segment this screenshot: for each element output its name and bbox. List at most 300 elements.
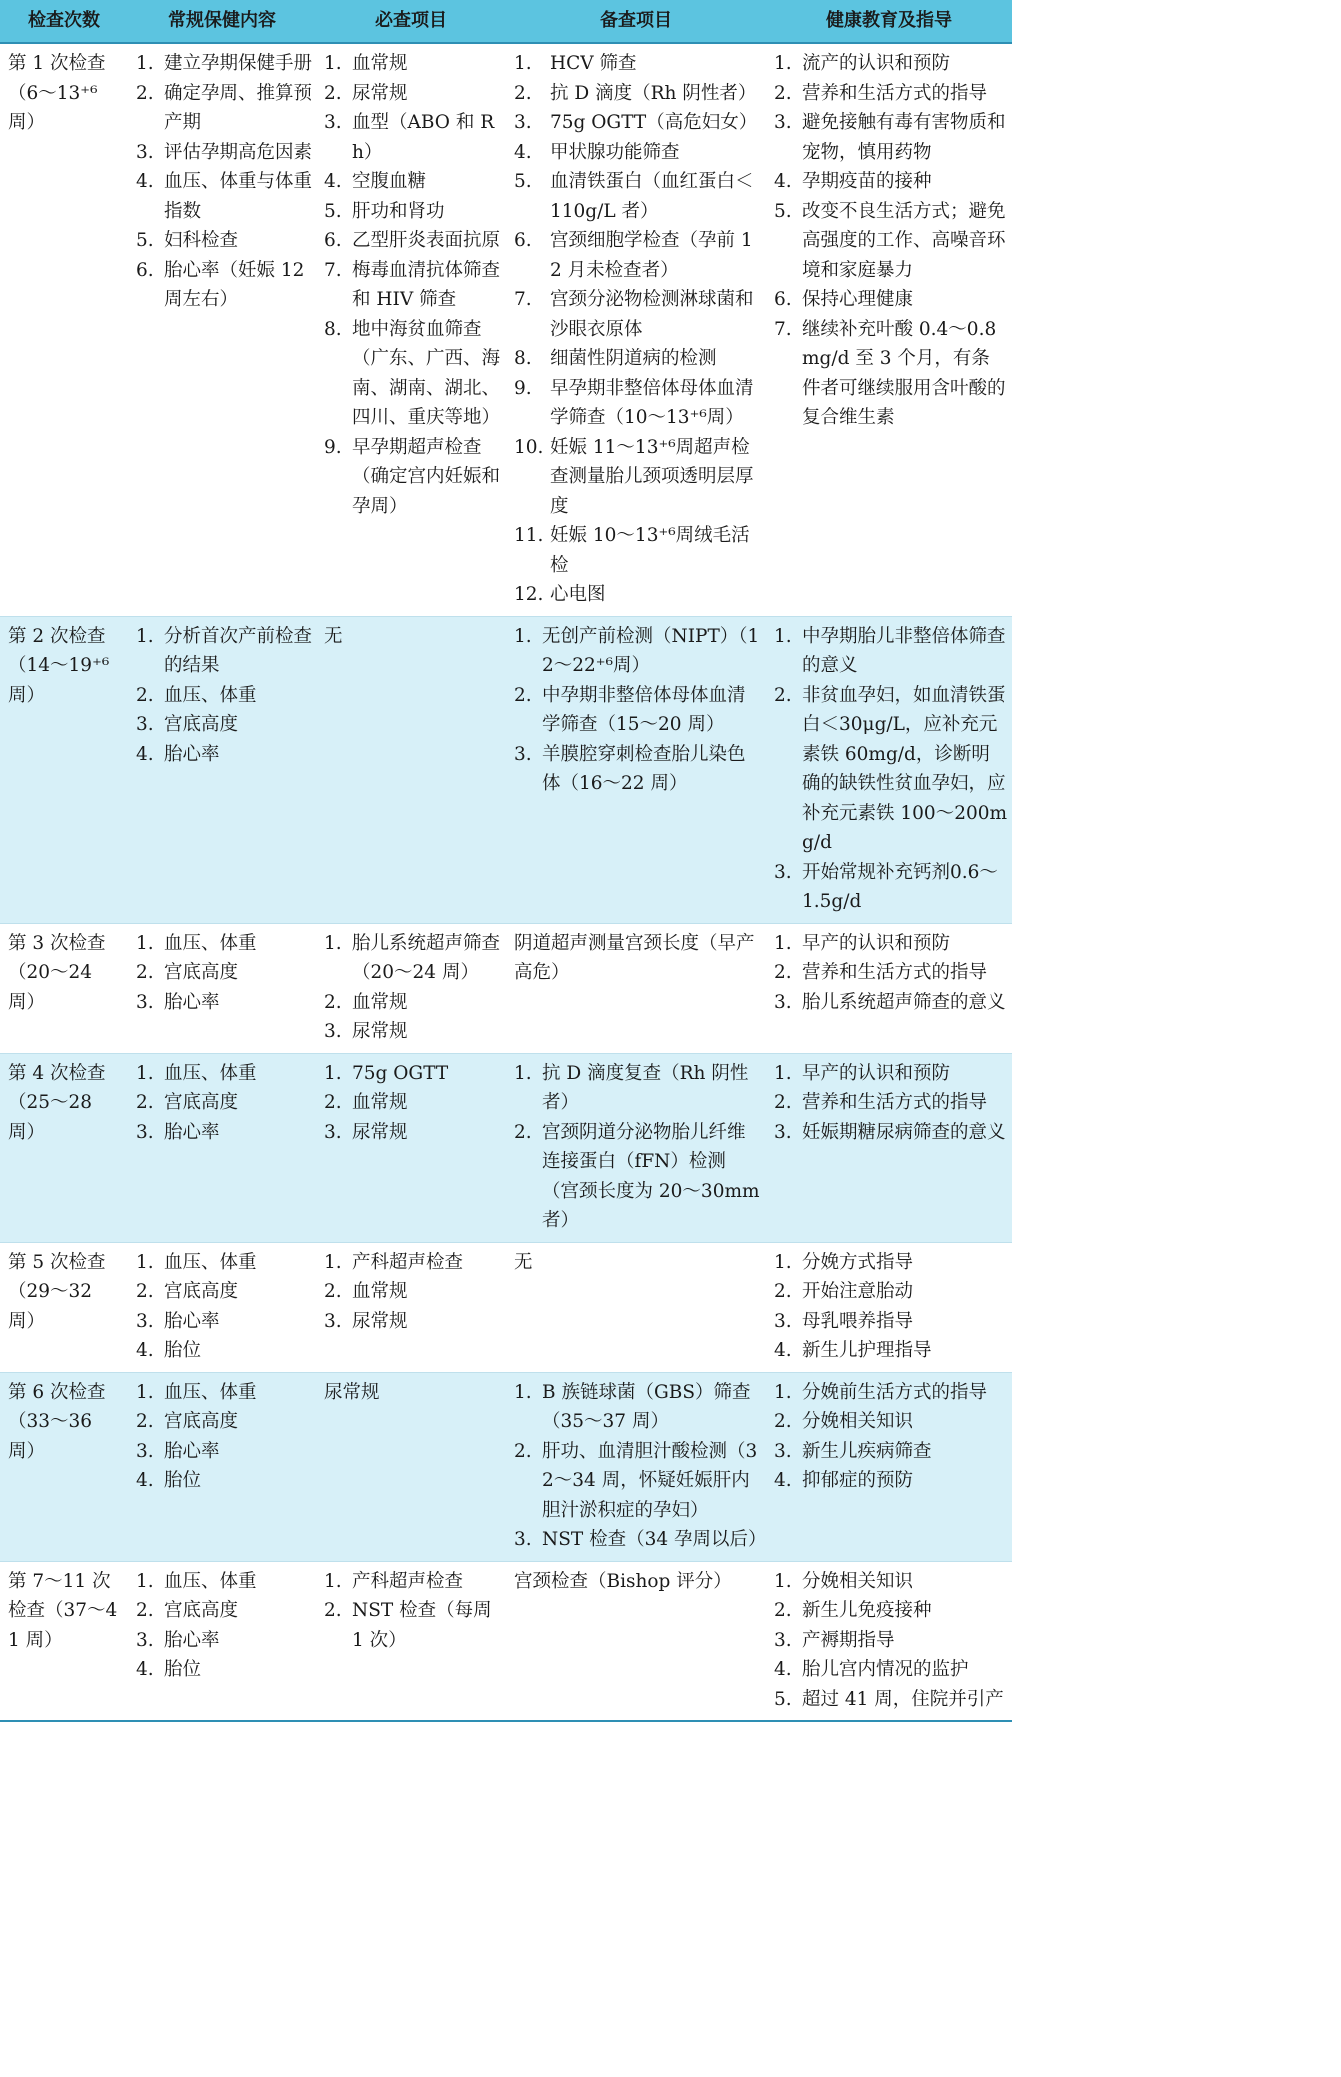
required-text: 尿常规 [324,1381,380,1403]
item-number: 2. [324,1281,342,1302]
item-number: 3. [136,1310,154,1332]
item-number: 5. [514,171,532,192]
required-cell [316,616,506,923]
list-item [774,1307,1008,1337]
table-row [0,923,1012,1053]
item-text: 产褥期指导 [802,1629,895,1651]
item-text: 空腹血糖 [352,171,427,192]
list-item [136,1088,312,1118]
item-text: 胎心率 [164,991,220,1013]
item-text: 心电图 [550,584,606,605]
item-number: 1. [136,625,154,647]
item-text: 宫底高度 [164,1600,239,1621]
visit-cell [0,1372,128,1561]
item-text: 开始注意胎动 [802,1281,914,1302]
list-item [324,1307,502,1337]
item-text: 血型（ABO 和 Rh） [352,112,495,163]
item-text: 胎心率 [164,1121,220,1143]
visit-label: 第 3 次检查（20～24 周） [8,932,106,1013]
item-text: 营养和生活方式的指导 [802,962,988,983]
required-list [324,929,502,1047]
item-text: 血常规 [352,991,408,1013]
list-item [324,256,502,315]
list-item [136,1466,312,1496]
item-number: 1. [136,1251,154,1273]
item-number: 3. [136,991,154,1013]
required-list [324,1567,502,1656]
item-text: 宫底高度 [164,714,239,735]
optional-cell [506,43,766,616]
table-row [0,1053,1012,1242]
item-text: 乙型肝炎表面抗原 [352,230,501,251]
list-item [136,256,312,315]
education-cell [766,923,1012,1053]
list-item [774,79,1008,109]
routine-cell [128,923,316,1053]
item-text: 尿常规 [352,1021,408,1042]
education-list [774,1378,1008,1496]
item-text: 抗 D 滴度复查（Rh 阴性者） [542,1062,749,1113]
item-text: 非贫血孕妇，如血清铁蛋白＜30μg/L，应补充元素铁 60mg/d，诊断明确的缺铁性贫血孕妇，应补充元素铁 100～200mg/d [802,684,1008,853]
list-item [774,167,1008,197]
item-number: 2. [514,684,532,706]
list-item [774,1088,1008,1118]
item-number: 4. [514,141,532,163]
item-text: 宫颈阴道分泌物胎儿纤维连接蛋白（fFN）检测（宫颈长度为 20～30mm 者） [542,1121,760,1231]
item-number: 1. [514,1381,532,1403]
list-item [774,1567,1008,1597]
list-item [774,1378,1008,1408]
item-text: 血压、体重 [164,1381,257,1403]
item-number: 5. [774,1688,792,1710]
item-text: NST 检查（每周 1 次） [352,1600,492,1651]
item-number: 9. [324,436,342,458]
item-text: 避免接触有毒有害物质和宠物，慎用药物 [802,112,1006,163]
list-item [514,1525,767,1555]
list-item [136,1407,312,1437]
required-list [324,1248,502,1337]
list-item [514,1437,762,1526]
item-number: 1. [136,932,154,954]
education-cell [766,1372,1012,1561]
list-item [774,1466,1008,1496]
list-item [514,681,762,740]
item-number: 4. [774,1340,792,1361]
item-number: 3. [324,1310,342,1332]
list-item [136,1655,312,1685]
list-item [774,49,1008,79]
required-cell [316,1561,506,1721]
item-text: 尿常规 [352,1310,408,1332]
item-number: 4. [136,1340,154,1361]
item-number: 11. [514,525,544,546]
list-item [136,1378,312,1408]
list-item [324,1567,502,1597]
item-number: 1. [774,1062,792,1084]
visit-label: 第 2 次检查（14～19⁺⁶周） [8,625,110,706]
item-number: 6. [774,289,792,310]
item-text: 抑郁症的预防 [802,1470,914,1491]
item-number: 2. [136,1411,154,1432]
header-routine: 常规保健内容 [128,0,316,43]
list-item [514,226,762,285]
item-text: 建立孕期保健手册 [164,53,313,74]
required-cell [316,1242,506,1372]
item-text: 流产的认识和预防 [802,53,951,74]
routine-cell [128,1561,316,1721]
item-number: 2. [514,1440,532,1462]
item-number: 3. [136,141,154,163]
list-item [136,958,312,988]
list-item [136,710,312,740]
visit-cell [0,1561,128,1721]
item-number: 3. [136,1121,154,1143]
list-item [136,1307,312,1337]
routine-list [136,1378,312,1496]
item-text: HCV 筛查 [550,53,637,74]
item-text: 抗 D 滴度（Rh 阴性者） [550,82,757,104]
item-text: 尿常规 [352,1121,408,1143]
list-item [514,580,762,610]
routine-list [136,929,312,1018]
item-text: 新生儿疾病筛查 [802,1440,932,1462]
item-number: 2. [136,82,154,104]
list-item [774,1596,1008,1626]
item-number: 3. [136,1629,154,1651]
item-number: 3. [136,714,154,735]
item-text: 早产的认识和预防 [802,1062,951,1084]
list-item [324,1118,502,1148]
list-item [514,622,762,681]
visit-label: 第 6 次检查（33～36 周） [8,1381,106,1462]
routine-list [136,1248,312,1366]
item-number: 5. [774,200,792,222]
list-item [514,138,762,168]
item-text: 胎儿宫内情况的监护 [802,1659,969,1680]
education-list [774,1248,1008,1366]
item-number: 3. [324,1121,342,1143]
list-item [324,79,502,109]
list-item [136,49,312,79]
item-text: 妊娠 11～13⁺⁶周超声检查测量胎儿颈项透明层厚度 [550,436,754,517]
item-number: 1. [324,1062,342,1084]
list-item [136,1567,312,1597]
item-text: 宫底高度 [164,1281,239,1302]
visit-label: 第 1 次检查（6～13⁺⁶周） [8,53,106,133]
optional-text: 阴道超声测量宫颈长度（早产高危） [514,932,755,983]
required-cell [316,1372,506,1561]
routine-cell [128,43,316,616]
header-required: 必查项目 [316,0,506,43]
list-item [324,988,502,1018]
item-text: 确定孕周、推算预产期 [164,82,313,133]
item-number: 2. [774,1600,792,1621]
item-number: 1. [136,1062,154,1084]
list-item [324,108,502,167]
item-number: 3. [774,112,792,133]
item-number: 2. [136,1281,154,1302]
routine-cell [128,1242,316,1372]
list-item [774,1407,1008,1437]
item-text: 产科超声检查 [352,1570,464,1592]
list-item [136,622,312,681]
routine-cell [128,1372,316,1561]
list-item [774,108,1008,167]
list-item [324,929,502,988]
item-text: 新生儿免疫接种 [802,1600,932,1621]
list-item [136,167,312,226]
required-text: 无 [324,625,343,647]
item-number: 7. [774,318,792,340]
list-item [514,433,762,522]
item-text: 胎心率 [164,1629,220,1651]
optional-text: 宫颈检查（Bishop 评分） [514,1570,732,1592]
item-number: 4. [136,1659,154,1680]
item-text: 胎心率 [164,1440,220,1462]
item-number: 2. [136,1092,154,1113]
list-item [324,197,502,227]
item-text: 宫底高度 [164,1092,239,1113]
table-row [0,43,1012,616]
list-item [136,1118,312,1148]
header-row [0,0,1012,43]
item-text: 保持心理健康 [802,289,914,310]
header-education: 健康教育及指导 [766,0,1012,43]
item-number: 3. [774,1440,792,1462]
optional-cell [506,1561,766,1721]
list-item [324,1277,502,1307]
optional-list [514,622,762,799]
required-list [324,49,502,521]
list-item [324,315,502,433]
item-number: 1. [324,53,342,74]
item-number: 2. [774,82,792,104]
education-list [774,622,1008,917]
item-number: 6. [324,230,342,251]
optional-cell [506,1372,766,1561]
list-item [324,167,502,197]
item-text: 尿常规 [352,82,408,104]
item-number: 4. [774,1470,792,1491]
required-cell [316,43,506,616]
header-visit: 检查次数 [0,0,128,43]
list-item [774,285,1008,315]
item-number: 1. [774,1251,792,1273]
item-number: 1. [324,1251,342,1273]
item-text: 胎心率 [164,743,220,765]
table-body [0,43,1012,1721]
item-text: 评估孕期高危因素 [164,141,313,163]
item-text: 胎位 [164,1659,202,1680]
education-list [774,929,1008,1018]
item-text: 胎位 [164,1340,202,1361]
item-number: 1. [774,932,792,954]
item-number: 12. [514,584,544,605]
education-cell [766,1053,1012,1242]
optional-cell [506,923,766,1053]
item-number: 3. [136,1440,154,1462]
item-text: 营养和生活方式的指导 [802,1092,988,1113]
item-number: 7. [324,259,342,281]
item-text: 继续补充叶酸 0.4～0.8mg/d 至 3 个月，有条件者可继续服用含叶酸的复合维生素 [802,318,1006,428]
list-item [514,167,762,226]
item-text: 宫颈细胞学检查（孕前 12 月未检查者） [550,230,753,281]
item-number: 3. [774,1121,792,1143]
list-item [514,285,762,344]
item-text: 改变不良生活方式；避免高强度的工作、高噪音环境和家庭暴力 [802,200,1006,281]
item-text: 胎位 [164,1470,202,1491]
item-number: 1. [324,932,342,954]
list-item [774,1059,1008,1089]
item-text: 产科超声检查 [352,1251,464,1273]
list-item [324,1059,502,1089]
item-number: 3. [324,1021,342,1042]
item-number: 1. [514,625,532,647]
item-number: 1. [136,1570,154,1592]
item-number: 2. [514,82,532,104]
list-item [136,1059,312,1089]
item-text: 营养和生活方式的指导 [802,82,988,104]
list-item [514,344,762,374]
required-list [324,1059,502,1148]
header-optional: 备查项目 [506,0,766,43]
list-item [324,1017,502,1047]
item-number: 3. [324,112,342,133]
item-number: 9. [514,377,532,399]
item-number: 7. [514,289,532,310]
list-item [514,521,762,580]
list-item [514,1059,762,1118]
list-item [324,49,502,79]
routine-cell [128,616,316,923]
item-number: 4. [774,171,792,192]
list-item [324,226,502,256]
item-number: 3. [774,991,792,1013]
item-text: 分娩前生活方式的指导 [802,1381,988,1403]
list-item [514,1378,762,1437]
list-item [136,740,312,770]
routine-list [136,622,312,770]
item-text: 妊娠 10～13⁺⁶周绒毛活检 [550,525,750,576]
visit-cell [0,923,128,1053]
optional-text: 无 [514,1251,533,1273]
item-text: 母乳喂养指导 [802,1310,914,1332]
item-text: 超过 41 周，住院并引产 [802,1688,1004,1710]
item-text: 早孕期超声检查（确定宫内妊娠和孕周） [352,436,501,517]
item-number: 3. [514,112,532,133]
item-number: 1. [136,1381,154,1403]
required-cell [316,1053,506,1242]
list-item [774,1277,1008,1307]
item-number: 1. [774,1570,792,1592]
item-number: 2. [136,962,154,983]
visit-cell [0,1242,128,1372]
item-number: 8. [324,318,342,340]
item-text: 地中海贫血筛查（广东、广西、海南、湖南、湖北、四川、重庆等地） [352,318,501,428]
item-text: 血压、体重 [164,932,257,954]
list-item [774,858,1008,917]
list-item [514,49,762,79]
item-number: 2. [136,1600,154,1621]
item-text: 血常规 [352,53,408,74]
list-item [514,740,762,799]
table-row [0,1242,1012,1372]
item-text: NST 检查（34 孕周以后） [542,1529,767,1550]
list-item [136,1336,312,1366]
item-text: 甲状腺功能筛查 [550,141,680,163]
item-text: 分娩相关知识 [802,1411,914,1432]
routine-list [136,1059,312,1148]
list-item [514,374,762,433]
item-text: 孕期疫苗的接种 [802,171,932,192]
education-cell [766,43,1012,616]
item-text: 75g OGTT（高危妇女） [550,112,758,133]
visit-label: 第 4 次检查（25～28 周） [8,1062,106,1143]
list-item [774,958,1008,988]
item-number: 3. [774,1629,792,1651]
item-text: 75g OGTT [352,1062,449,1084]
list-item [514,79,762,109]
item-text: 血常规 [352,1281,408,1302]
item-text: 分娩相关知识 [802,1570,914,1592]
list-item [774,681,1008,858]
item-text: 妊娠期糖尿病筛查的意义 [802,1121,1006,1143]
item-text: 新生儿护理指导 [802,1340,932,1361]
list-item [136,681,312,711]
item-number: 2. [774,684,792,706]
item-number: 1. [514,1062,532,1084]
item-text: 血压、体重与体重指数 [164,171,313,222]
list-item [774,1685,1008,1715]
list-item [774,988,1008,1018]
optional-list [514,1059,762,1236]
item-text: 胎心率（妊娠 12 周左右） [164,259,305,310]
item-text: 早孕期非整倍体母体血清学筛查（10～13⁺⁶周） [550,377,754,428]
item-number: 2. [324,1600,342,1621]
list-item [514,1118,762,1236]
education-list [774,49,1008,433]
list-item [136,1248,312,1278]
list-item [136,1626,312,1656]
list-item [324,1088,502,1118]
item-number: 3. [514,743,532,765]
list-item [774,1248,1008,1278]
item-number: 2. [774,962,792,983]
item-number: 3. [514,1529,532,1550]
item-number: 2. [324,991,342,1013]
item-number: 2. [324,1092,342,1113]
item-text: 血压、体重 [164,1570,257,1592]
routine-cell [128,1053,316,1242]
list-item [136,929,312,959]
item-text: 开始常规补充钙剂0.6～1.5g/d [802,861,998,912]
item-number: 2. [774,1092,792,1113]
optional-cell [506,1242,766,1372]
list-item [136,226,312,256]
list-item [324,1596,502,1655]
table-header [0,0,1012,43]
item-text: 细菌性阴道病的检测 [550,348,717,369]
required-cell [316,923,506,1053]
item-text: 肝功、血清胆汁酸检测（32～34 周，怀疑妊娠肝内胆汁淤积症的孕妇） [542,1440,758,1521]
item-text: 宫底高度 [164,1411,239,1432]
routine-list [136,49,312,315]
visit-cell [0,616,128,923]
table-row [0,1372,1012,1561]
item-number: 1. [774,1381,792,1403]
list-item [136,988,312,1018]
education-list [774,1567,1008,1715]
